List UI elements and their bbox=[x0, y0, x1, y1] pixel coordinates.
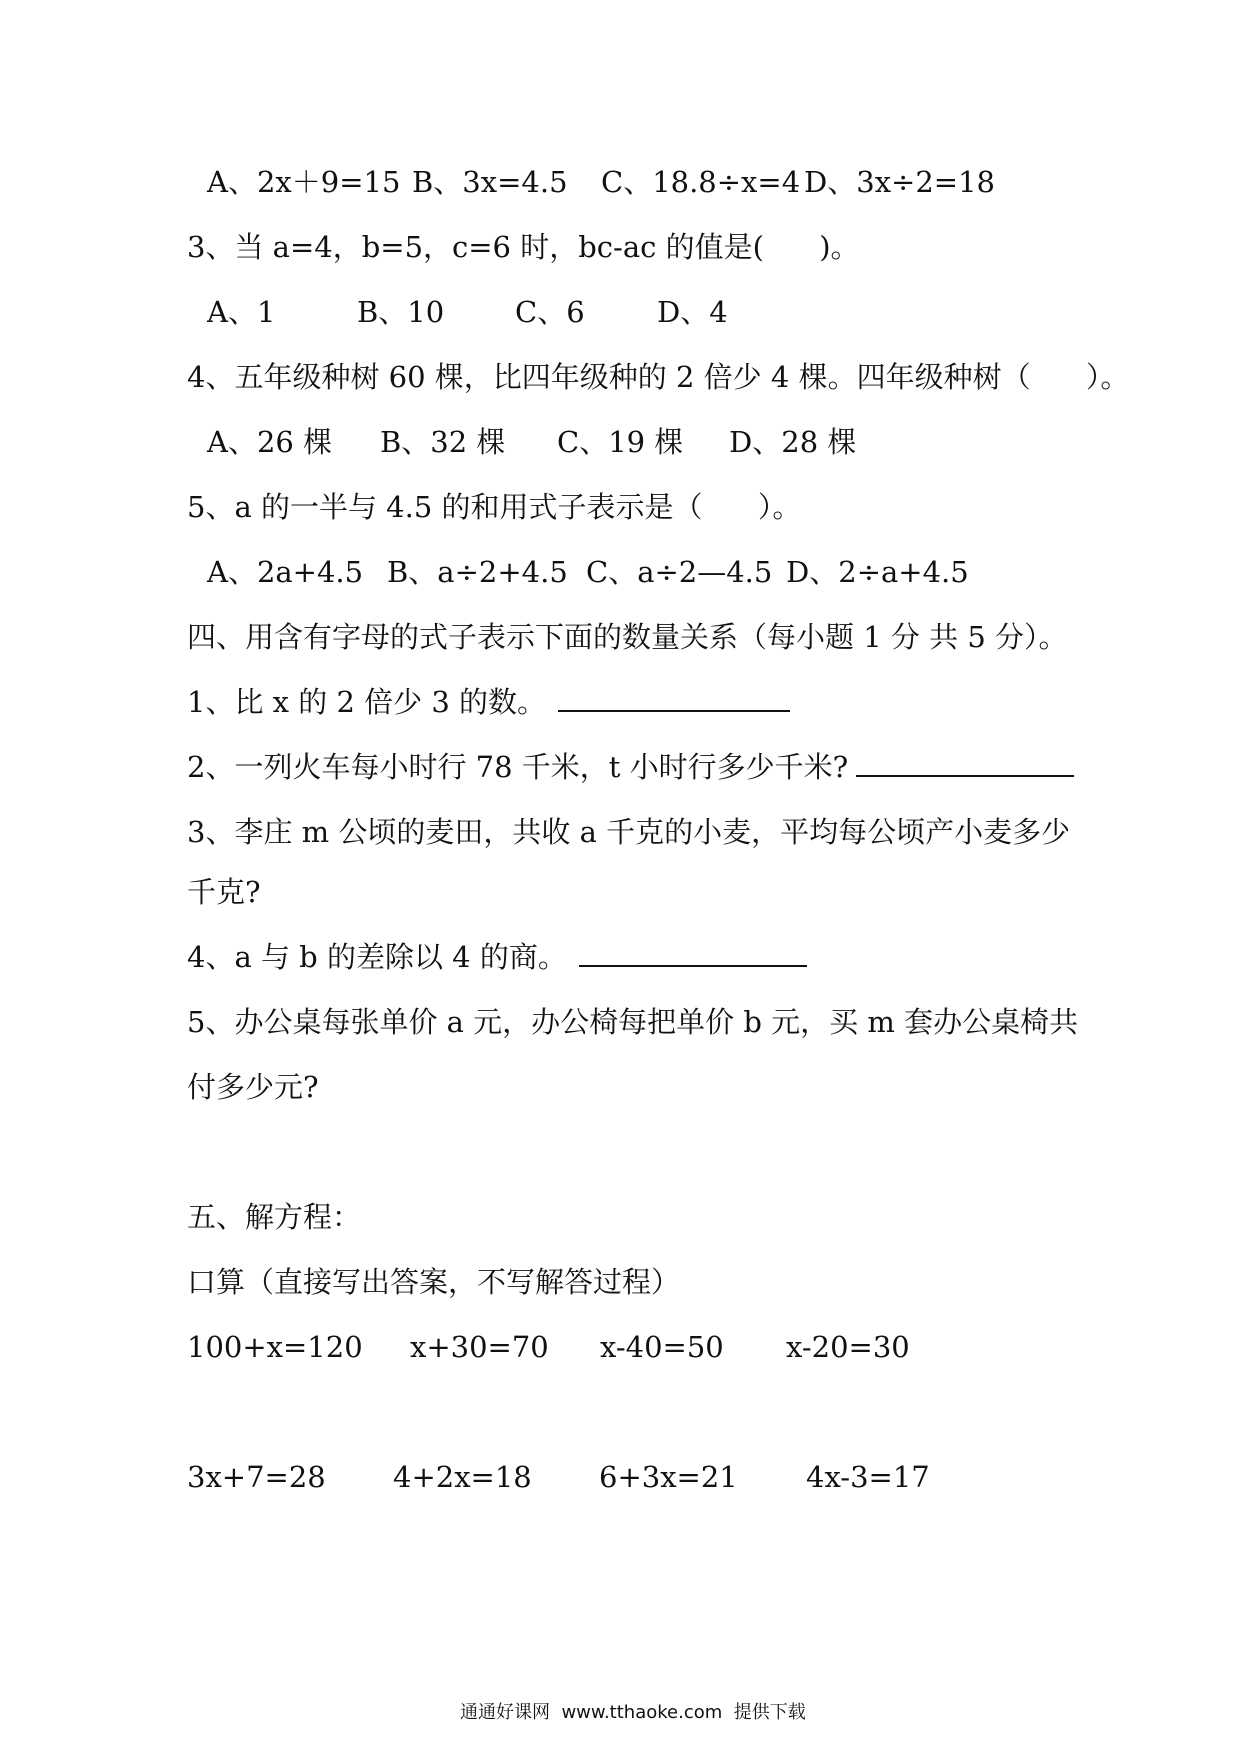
section4-heading: 四、用含有字母的式子表示下面的数量关系（每小题 1 分 共 5 分）。 bbox=[187, 620, 1068, 654]
section4-item-5: 5、办公桌每张单价 a 元，办公椅每把单价 b 元，买 m 套办公桌椅共 bbox=[187, 1005, 1079, 1039]
section4-item-5-cont: 付多少元? bbox=[187, 1070, 319, 1104]
section4-item-1 bbox=[187, 684, 790, 720]
equation-2-1: 3x+7=28 bbox=[187, 1460, 326, 1494]
q3-option-c: C、6 bbox=[515, 295, 585, 329]
equation-1-2: x+30=70 bbox=[410, 1330, 549, 1364]
equation-2-2: 4+2x=18 bbox=[393, 1460, 532, 1494]
q5-option-d: D、2÷a+4.5 bbox=[786, 555, 969, 589]
q5-option-a: A、2a+4.5 bbox=[207, 555, 364, 589]
q3-question: 3、当 a=4，b=5，c=6 时，bc-ac 的值是( )。 bbox=[187, 230, 860, 264]
equation-2-4: 4x-3=17 bbox=[806, 1460, 930, 1494]
equation-1-1: 100+x=120 bbox=[187, 1330, 363, 1364]
section5-heading: 五、解方程： bbox=[187, 1200, 362, 1234]
footer-text: 通通好课网 www.tthaoke.com 提供下载 bbox=[460, 1702, 806, 1723]
q2-option-a: A、2x＋9=15 bbox=[207, 165, 401, 199]
q2-option-b: B、3x=4.5 bbox=[412, 165, 568, 199]
q3-option-a: A、1 bbox=[207, 295, 276, 329]
section4-item-3: 3、李庄 m 公顷的麦田，共收 a 千克的小麦，平均每公顷产小麦多少 bbox=[187, 815, 1071, 849]
q4-option-a: A、26 棵 bbox=[207, 425, 333, 459]
section4-item-2-text: 2、一列火车每小时行 78 千米，t 小时行多少千米? bbox=[187, 750, 849, 784]
q3-option-d: D、4 bbox=[657, 295, 728, 329]
section4-item-4-text: 4、a 与 b 的差除以 4 的商。 bbox=[187, 940, 567, 974]
answer-blank-4[interactable] bbox=[579, 939, 807, 967]
q5-option-b: B、a÷2+4.5 bbox=[387, 555, 568, 589]
q2-option-d: D、3x÷2=18 bbox=[804, 165, 996, 199]
section4-item-3-cont: 千克? bbox=[187, 875, 261, 909]
equation-1-4: x-20=30 bbox=[786, 1330, 910, 1364]
q2-option-c: C、18.8÷x=4 bbox=[601, 165, 801, 199]
q5-option-c: C、a÷2—4.5 bbox=[586, 555, 773, 589]
answer-blank-1[interactable] bbox=[558, 684, 790, 712]
section4-item-1-text: 1、比 x 的 2 倍少 3 的数。 bbox=[187, 685, 547, 719]
q4-option-c: C、19 棵 bbox=[557, 425, 684, 459]
answer-blank-2[interactable] bbox=[856, 749, 1074, 777]
q5-question: 5、a 的一半与 4.5 的和用式子表示是（ ）。 bbox=[187, 490, 802, 524]
q4-option-d: D、28 棵 bbox=[729, 425, 857, 459]
section5-subheading: 口算（直接写出答案，不写解答过程） bbox=[187, 1265, 681, 1299]
equation-1-3: x-40=50 bbox=[600, 1330, 724, 1364]
equation-2-3: 6+3x=21 bbox=[599, 1460, 738, 1494]
q3-option-b: B、10 bbox=[357, 295, 445, 329]
q4-question: 4、五年级种树 60 棵，比四年级种的 2 倍少 4 棵。四年级种树（ ）。 bbox=[187, 360, 1130, 394]
section4-item-4 bbox=[187, 939, 807, 975]
q4-option-b: B、32 棵 bbox=[380, 425, 506, 459]
section4-item-2 bbox=[187, 749, 1074, 785]
